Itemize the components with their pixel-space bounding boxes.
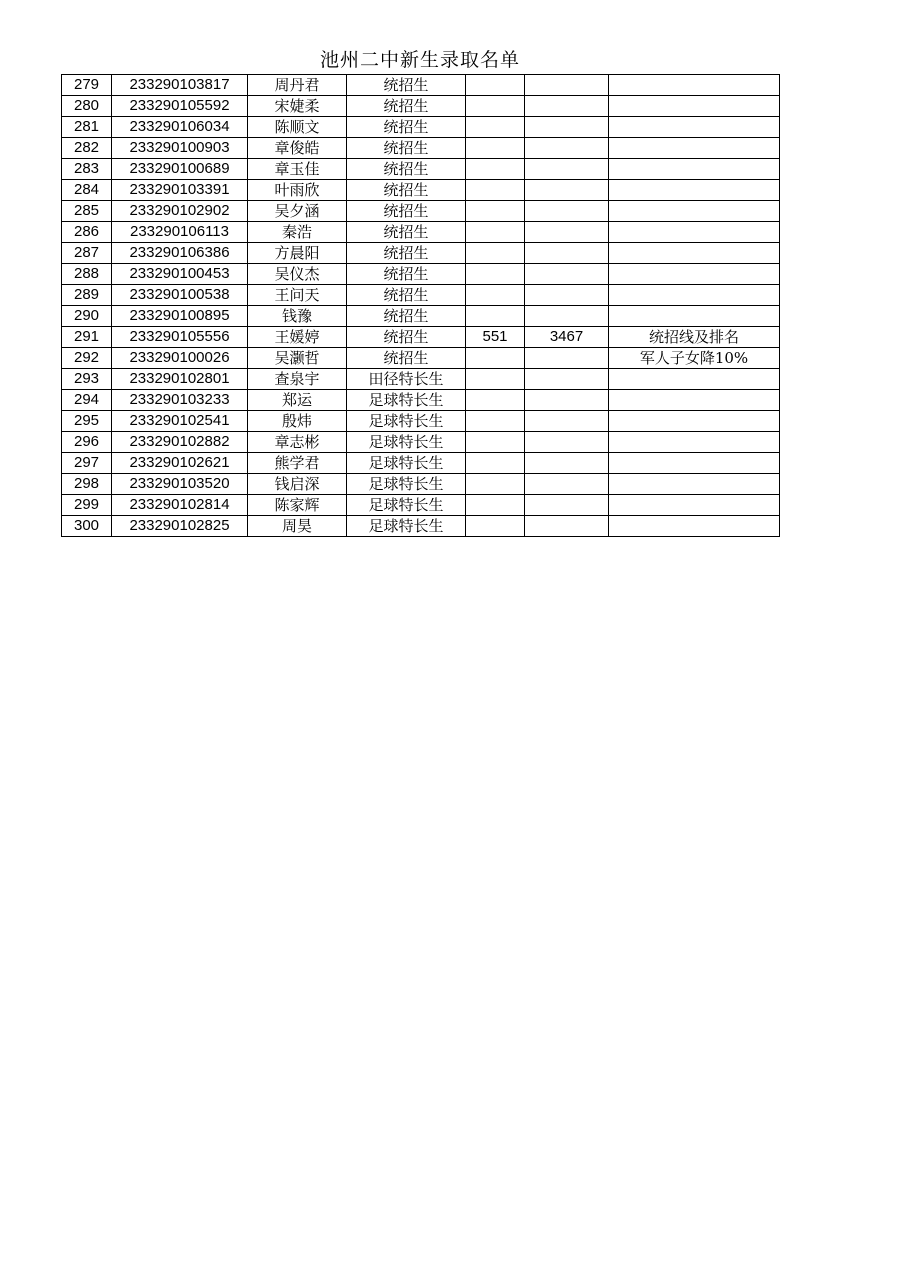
seq-cell: 281: [62, 117, 112, 138]
student-name-cell: 周昊: [248, 516, 347, 537]
seq-cell: 291: [62, 327, 112, 348]
seq-cell: 283: [62, 159, 112, 180]
score-cell: [466, 453, 525, 474]
admission-type-cell: 足球特长生: [347, 516, 466, 537]
score-cell: [466, 432, 525, 453]
student-name-cell: 熊学君: [248, 453, 347, 474]
note-cell: [609, 96, 780, 117]
note-cell: [609, 138, 780, 159]
note-cell: [609, 180, 780, 201]
admission-type-cell: 统招生: [347, 285, 466, 306]
seq-cell: 284: [62, 180, 112, 201]
student-name-cell: 章俊皓: [248, 138, 347, 159]
rank-cell: [525, 75, 609, 96]
table-row: [62, 96, 780, 117]
rank-cell: [525, 159, 609, 180]
student-name-cell: 王问天: [248, 285, 347, 306]
seq-cell: 290: [62, 306, 112, 327]
admission-type-cell: 统招生: [347, 159, 466, 180]
table-row: [62, 138, 780, 159]
table-row: [62, 432, 780, 453]
admission-type-cell: 统招生: [347, 222, 466, 243]
note-cell: [609, 243, 780, 264]
admission-type-cell: 足球特长生: [347, 390, 466, 411]
exam-id-cell: 233290100689: [112, 159, 248, 180]
exam-id-cell: 233290100453: [112, 264, 248, 285]
exam-id-cell: 233290106034: [112, 117, 248, 138]
note-cell: [609, 75, 780, 96]
student-name-cell: 章志彬: [248, 432, 347, 453]
rank-cell: [525, 222, 609, 243]
seq-cell: 279: [62, 75, 112, 96]
student-name-cell: 叶雨欣: [248, 180, 347, 201]
rank-cell: [525, 117, 609, 138]
score-cell: [466, 159, 525, 180]
table-row: [62, 117, 780, 138]
admission-type-cell: 统招生: [347, 306, 466, 327]
seq-cell: 289: [62, 285, 112, 306]
score-cell: [466, 117, 525, 138]
seq-cell: 287: [62, 243, 112, 264]
student-name-cell: 方晨阳: [248, 243, 347, 264]
score-cell: 551: [466, 327, 525, 348]
table-row: [62, 390, 780, 411]
seq-cell: 288: [62, 264, 112, 285]
admission-type-cell: 统招生: [347, 327, 466, 348]
table-row: [62, 243, 780, 264]
admission-type-cell: 统招生: [347, 243, 466, 264]
seq-cell: 295: [62, 411, 112, 432]
note-cell: [609, 390, 780, 411]
table-row: [62, 201, 780, 222]
student-name-cell: 殷炜: [248, 411, 347, 432]
exam-id-cell: 233290102882: [112, 432, 248, 453]
note-cell: [609, 117, 780, 138]
rank-cell: [525, 411, 609, 432]
seq-cell: 293: [62, 369, 112, 390]
note-cell: [609, 432, 780, 453]
seq-cell: 292: [62, 348, 112, 369]
rank-cell: [525, 201, 609, 222]
admission-type-cell: 统招生: [347, 348, 466, 369]
seq-cell: 282: [62, 138, 112, 159]
seq-cell: 286: [62, 222, 112, 243]
page-title: 池州二中新生录取名单: [319, 49, 520, 71]
score-cell: [466, 201, 525, 222]
student-name-cell: 查泉宇: [248, 369, 347, 390]
rank-cell: [525, 369, 609, 390]
score-cell: [466, 306, 525, 327]
rank-cell: [525, 495, 609, 516]
exam-id-cell: 233290102825: [112, 516, 248, 537]
student-name-cell: 章玉佳: [248, 159, 347, 180]
rank-cell: [525, 516, 609, 537]
admission-type-cell: 统招生: [347, 96, 466, 117]
exam-id-cell: 233290106113: [112, 222, 248, 243]
table-row: [62, 180, 780, 201]
seq-cell: 294: [62, 390, 112, 411]
exam-id-cell: 233290102814: [112, 495, 248, 516]
rank-cell: [525, 285, 609, 306]
exam-id-cell: 233290105556: [112, 327, 248, 348]
score-cell: [466, 495, 525, 516]
student-name-cell: 周丹君: [248, 75, 347, 96]
student-name-cell: 吴夕涵: [248, 201, 347, 222]
table-row: [62, 159, 780, 180]
note-cell: [609, 474, 780, 495]
admission-type-cell: 足球特长生: [347, 432, 466, 453]
table-row: [62, 222, 780, 243]
note-cell: [609, 159, 780, 180]
table-row: [62, 411, 780, 432]
note-cell: [609, 201, 780, 222]
score-cell: [466, 348, 525, 369]
admission-type-cell: 田径特长生: [347, 369, 466, 390]
rank-cell: [525, 390, 609, 411]
exam-id-cell: 233290102621: [112, 453, 248, 474]
note-cell: [609, 264, 780, 285]
exam-id-cell: 233290100026: [112, 348, 248, 369]
exam-id-cell: 233290103391: [112, 180, 248, 201]
rank-cell: [525, 453, 609, 474]
rank-cell: [525, 306, 609, 327]
table-row: [62, 453, 780, 474]
note-cell: [609, 222, 780, 243]
note-cell: [609, 495, 780, 516]
admission-type-cell: 统招生: [347, 180, 466, 201]
exam-id-cell: 233290103233: [112, 390, 248, 411]
note-cell: [609, 411, 780, 432]
score-cell: [466, 285, 525, 306]
student-name-cell: 陈顺文: [248, 117, 347, 138]
note-cell: [609, 306, 780, 327]
table-row: [62, 75, 780, 96]
exam-id-cell: 233290100538: [112, 285, 248, 306]
score-cell: [466, 411, 525, 432]
student-name-cell: 钱启深: [248, 474, 347, 495]
admission-type-cell: 足球特长生: [347, 411, 466, 432]
rank-cell: [525, 243, 609, 264]
rank-cell: [525, 348, 609, 369]
admission-type-cell: 足球特长生: [347, 474, 466, 495]
table-row: [62, 327, 780, 348]
student-name-cell: 钱豫: [248, 306, 347, 327]
student-name-cell: 吴仪杰: [248, 264, 347, 285]
exam-id-cell: 233290106386: [112, 243, 248, 264]
admission-type-cell: 足球特长生: [347, 495, 466, 516]
score-cell: [466, 75, 525, 96]
table-row: [62, 516, 780, 537]
table-row: [62, 306, 780, 327]
admission-type-cell: 统招生: [347, 201, 466, 222]
score-cell: [466, 243, 525, 264]
admission-type-cell: 统招生: [347, 264, 466, 285]
seq-cell: 300: [62, 516, 112, 537]
exam-id-cell: 233290103817: [112, 75, 248, 96]
exam-id-cell: 233290105592: [112, 96, 248, 117]
admission-type-cell: 统招生: [347, 75, 466, 96]
note-cell: 军人子女降10%: [609, 348, 780, 369]
student-name-cell: 宋婕柔: [248, 96, 347, 117]
table-row: [62, 369, 780, 390]
admission-type-cell: 统招生: [347, 117, 466, 138]
note-cell: [609, 516, 780, 537]
score-cell: [466, 369, 525, 390]
seq-cell: 297: [62, 453, 112, 474]
rank-cell: [525, 432, 609, 453]
note-cell: [609, 453, 780, 474]
score-cell: [466, 264, 525, 285]
rank-cell: [525, 474, 609, 495]
score-cell: [466, 474, 525, 495]
seq-cell: 298: [62, 474, 112, 495]
seq-cell: 296: [62, 432, 112, 453]
exam-id-cell: 233290100895: [112, 306, 248, 327]
exam-id-cell: 233290103520: [112, 474, 248, 495]
score-cell: [466, 222, 525, 243]
score-cell: [466, 138, 525, 159]
student-name-cell: 陈家辉: [248, 495, 347, 516]
exam-id-cell: 233290102541: [112, 411, 248, 432]
note-cell: [609, 369, 780, 390]
seq-cell: 280: [62, 96, 112, 117]
student-name-cell: 郑运: [248, 390, 347, 411]
seq-cell: 299: [62, 495, 112, 516]
score-cell: [466, 516, 525, 537]
score-cell: [466, 96, 525, 117]
score-cell: [466, 180, 525, 201]
score-cell: [466, 390, 525, 411]
rank-cell: 3467: [525, 327, 609, 348]
table-body: [62, 75, 780, 537]
admission-type-cell: 足球特长生: [347, 453, 466, 474]
table-row: [62, 264, 780, 285]
student-name-cell: 王媛婷: [248, 327, 347, 348]
note-cell: [609, 285, 780, 306]
exam-id-cell: 233290102801: [112, 369, 248, 390]
admission-type-cell: 统招生: [347, 138, 466, 159]
student-name-cell: 吴灏哲: [248, 348, 347, 369]
rank-cell: [525, 180, 609, 201]
student-name-cell: 秦浩: [248, 222, 347, 243]
rank-cell: [525, 138, 609, 159]
seq-cell: 285: [62, 201, 112, 222]
table-row: [62, 285, 780, 306]
exam-id-cell: 233290102902: [112, 201, 248, 222]
note-cell: 统招线及排名: [609, 327, 780, 348]
table-row: [62, 495, 780, 516]
rank-cell: [525, 264, 609, 285]
exam-id-cell: 233290100903: [112, 138, 248, 159]
admission-table: [61, 74, 780, 537]
table-row: [62, 348, 780, 369]
rank-cell: [525, 96, 609, 117]
table-row: [62, 474, 780, 495]
